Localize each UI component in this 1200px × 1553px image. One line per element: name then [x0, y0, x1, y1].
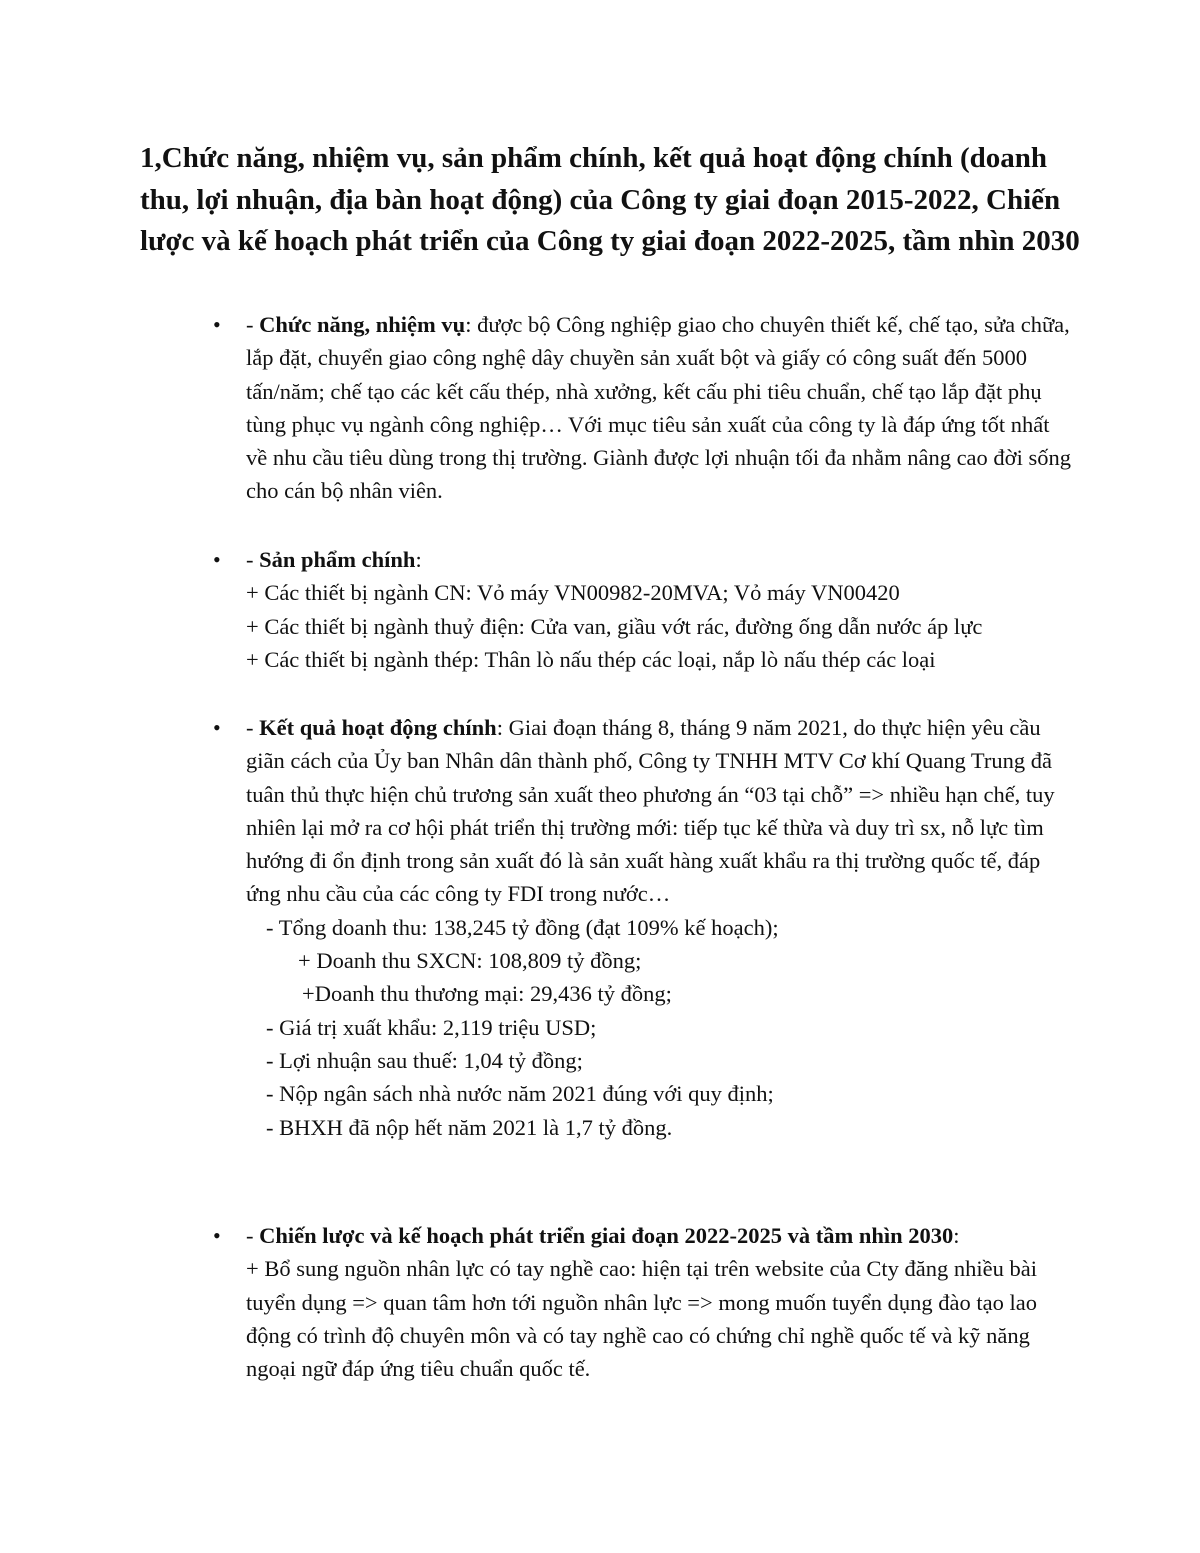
- results-text: : Giai đoạn tháng 8, tháng 9 năm 2021, do thực hiện yêu cầu giãn cách của Ủy ban Nhân dân thành phố, Công ty TNHH MTV Cơ khí Quang Trung đã tuân thủ thực hiện chủ trương sản xuất theo phương án “03 tại chỗ” => nhiều hạn chế, tuy nhiên lại mở ra cơ hội phát triển thị trường mới: tiếp tục kế thừa và duy trì sx, nỗ lực tìm hướng đi ổn định trong sản xuất đó là sản xuất hàng xuất khẩu ra thị trường quốc tế, đáp ứng nhu cầu của các công ty FDI trong nước…: [246, 715, 1055, 907]
- bullet-icon: •: [213, 547, 221, 572]
- results-paragraph: [246, 711, 1076, 911]
- revenue-total: - Tổng doanh thu: 138,245 tỷ đồng (đạt 109% kế hoạch);: [266, 914, 779, 940]
- social-insurance: - BHXH đã nộp hết năm 2021 là 1,7 tỷ đồng.: [266, 1114, 673, 1140]
- functions-label: Chức năng, nhiệm vụ: [259, 312, 466, 337]
- bullet-icon: •: [213, 715, 221, 740]
- functions-prefix: -: [246, 312, 260, 337]
- products-prefix: -: [246, 547, 260, 572]
- products-suffix: :: [415, 547, 422, 572]
- bullet-icon: •: [213, 312, 221, 337]
- revenue-industrial: + Doanh thu SXCN: 108,809 tỷ đồng;: [298, 948, 642, 974]
- document-heading: 1,Chức năng, nhiệm vụ, sản phẩm chính, kết quả hoạt động chính (doanh thu, lợi nhuận, địa bàn hoạt động) của Công ty giai đoạn 2015-2022, Chiến lược và kế hoạch phát triển của Công ty giai đoạn 2022-2025, tầm nhìn 2030: [140, 142, 1080, 257]
- state-budget: - Nộp ngân sách nhà nước năm 2021 đúng với quy định;: [266, 1081, 774, 1107]
- bullet-item-functions: [213, 308, 1076, 508]
- bullet-item-results: [213, 711, 1076, 1144]
- functions-text: : được bộ Công nghiệp giao cho chuyên thiết kế, chế tạo, sửa chữa, lắp đặt, chuyển giao công nghệ dây chuyền sản xuất bột và giấy có công suất đến 5000 tấn/năm; chế tạo các kết cấu thép, nhà xưởng, kết cấu phi tiêu chuẩn, chế tạo lắp đặt phụ tùng phục vụ ngành công nghiệp… Với mục tiêu sản xuất của công ty là đáp ứng tốt nhất về nhu cầu tiêu dùng trong thị trường. Giành được lợi nhuận tối đa nhằm nâng cao đời sống cho cán bộ nhân viên.: [246, 312, 1071, 504]
- bullet-item-strategy: [213, 1219, 1076, 1385]
- product-item: + Các thiết bị ngành thép: Thân lò nấu thép các loại, nắp lò nấu thép các loại: [246, 646, 936, 672]
- strategy-text: + Bổ sung nguồn nhân lực có tay nghề cao: hiện tại trên website của Cty đăng nhiều bài tuyển dụng => quan tâm hơn tới nguồn nhân lực => mong muốn tuyển dụng đào tạo lao động có trình độ chuyên môn và có tay nghề cao có chứng chỉ nghề quốc tế và kỹ năng ngoại ngữ đáp ứng tiêu chuẩn quốc tế.: [246, 1256, 1038, 1382]
- results-label: Kết quả hoạt động chính: [259, 715, 497, 740]
- strategy-prefix: -: [246, 1223, 260, 1248]
- functions-paragraph: [246, 308, 1076, 508]
- product-item: + Các thiết bị ngành CN: Vỏ máy VN00982-20MVA; Vỏ máy VN00420: [246, 580, 900, 606]
- bullet-icon: •: [213, 1223, 221, 1248]
- products-heading-line: [246, 543, 1076, 576]
- revenue-trade: +Doanh thu thương mại: 29,436 tỷ đồng;: [302, 981, 672, 1007]
- results-prefix: -: [246, 715, 260, 740]
- strategy-suffix: :: [953, 1223, 960, 1248]
- net-profit: - Lợi nhuận sau thuế: 1,04 tỷ đồng;: [266, 1047, 583, 1073]
- export-value: - Giá trị xuất khẩu: 2,119 triệu USD;: [266, 1014, 597, 1040]
- products-label: Sản phẩm chính: [259, 547, 416, 572]
- strategy-label: Chiến lược và kế hoạch phát triển giai đoạn 2022-2025 và tầm nhìn 2030: [259, 1223, 954, 1248]
- product-item: + Các thiết bị ngành thuỷ điện: Cửa van, giầu vớt rác, đường ống dẫn nước áp lực: [246, 613, 983, 639]
- strategy-heading-line: [246, 1219, 1076, 1252]
- bullet-item-products: [213, 543, 1076, 676]
